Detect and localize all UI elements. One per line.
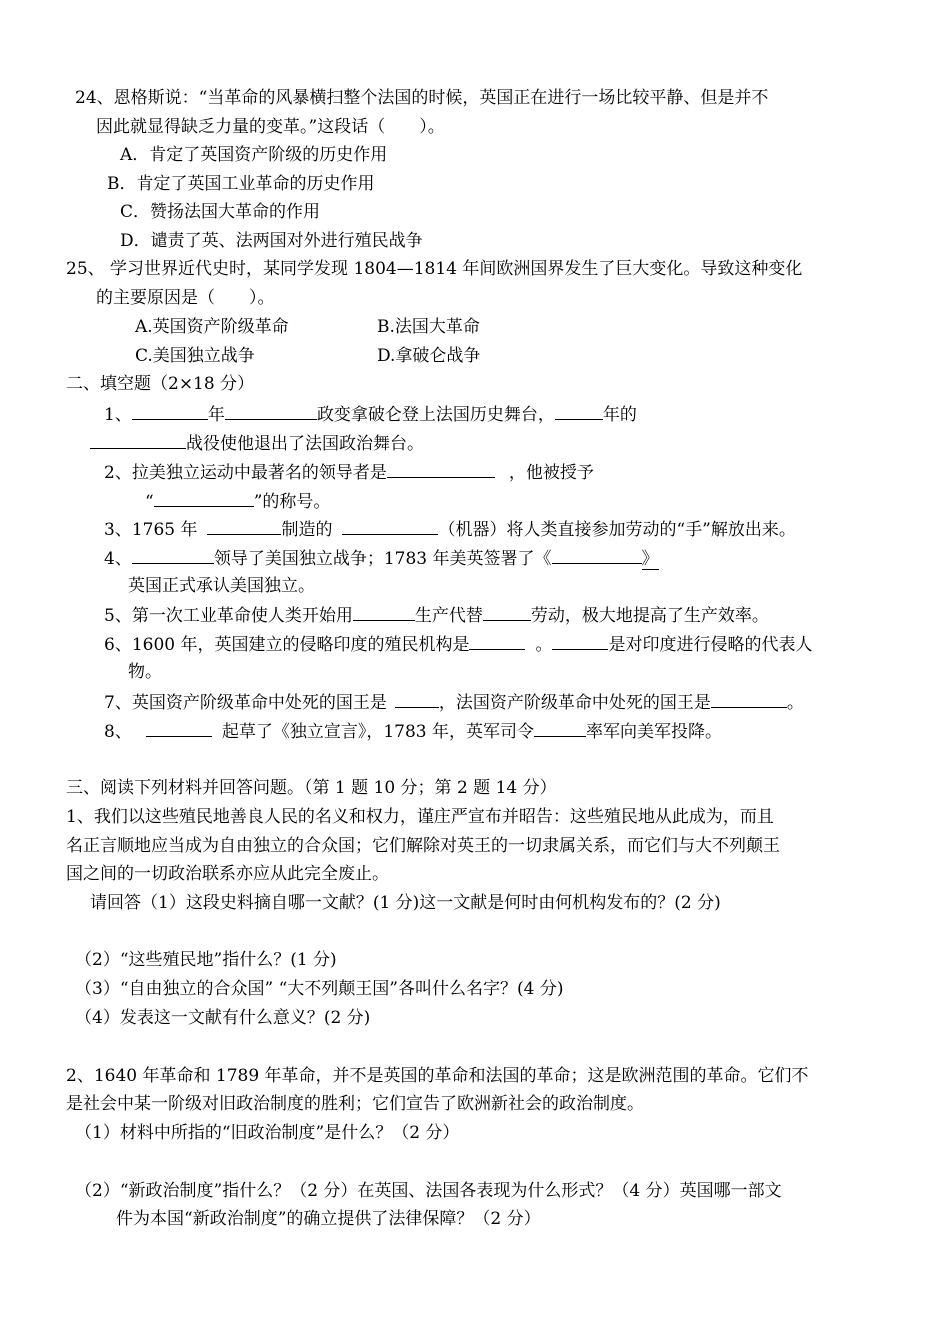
fill-3-text: 3、1765 年 — [104, 520, 198, 540]
material2-line2: 是社会中某一阶级对旧政治制度的胜利；它们宣告了欧洲新社会的政治制度。 — [66, 1094, 644, 1114]
blank — [395, 689, 439, 708]
fill-1-number: 1、 — [104, 405, 132, 425]
fill-6-text: 6、1600 年，英国建立的侵略印度的殖民机构是 — [104, 635, 470, 655]
fill-1-line2 — [90, 430, 424, 456]
material2-question2-line1: （2）“新政治制度”指什么？（2 分）在英国、法国各表现为什么形式？（4 分）英国哪一部文 — [75, 1181, 782, 1201]
blank — [207, 516, 281, 535]
blank — [555, 401, 603, 420]
fill-7 — [104, 689, 804, 715]
blank — [711, 689, 787, 708]
fill-6-text: 是对印度进行侵略的代表人 — [608, 635, 813, 655]
blank — [154, 488, 254, 507]
fill-8-number: 8、 — [104, 722, 132, 742]
fill-6-line2: 物。 — [128, 662, 162, 682]
blank — [90, 430, 186, 449]
blank — [469, 631, 525, 650]
q25-option-c: C.美国独立战争 — [135, 346, 255, 366]
fill-2-line1 — [104, 459, 594, 485]
q24-option-b: B．肯定了英国工业革命的历史作用 — [107, 174, 375, 194]
fill-1-text: 年 — [207, 405, 225, 425]
material1-line3: 国之间的一切政治联系亦应从此完全废止。 — [66, 864, 389, 884]
q24-stem-line1: 24、恩格斯说：“当革命的风暴横扫整个法国的时候，英国正在进行一场比较平静、但是并不 — [75, 88, 769, 108]
fill-1-line1 — [104, 401, 637, 427]
material2-question1: （1）材料中所指的“旧政治制度”是什么？（2 分） — [75, 1123, 460, 1143]
q24-option-d: D．谴责了英、法两国对外进行殖民战争 — [120, 231, 423, 251]
blank — [353, 602, 415, 621]
q25-option-d: D.拿破仑战争 — [377, 346, 481, 366]
section2-title: 二、填空题（2×18 分） — [66, 374, 255, 394]
blank — [534, 718, 586, 737]
fill-4-text: 领导了美国独立战争；1783 年美英签署了《 — [213, 549, 552, 569]
blank — [225, 401, 317, 420]
fill-1-text: 年的 — [602, 405, 637, 425]
fill-5-text: 劳动，极大地提高了生产效率。 — [530, 606, 769, 626]
fill-3-text: 制造的 — [281, 520, 333, 540]
fill-4-number: 4、 — [104, 549, 132, 569]
q25-option-a: A.英国资产阶级革命 — [135, 317, 289, 337]
fill-4-line2: 英国正式承认美国独立。 — [128, 576, 315, 596]
fill-2-text: “ — [145, 492, 154, 512]
fill-5 — [104, 602, 769, 628]
blank — [483, 602, 531, 621]
q24-stem-line2: 因此就显得缺乏力量的变革。”这段话（ ）。 — [96, 117, 445, 137]
fill-4-text: 》 — [641, 549, 659, 569]
fill-6-line1 — [104, 631, 812, 657]
material1-question2: （2）“这些殖民地”指什么？(1 分) — [75, 950, 337, 970]
material2-question2-line2: 件为本国“新政治制度”的确立提供了法律保障？（2 分） — [116, 1209, 541, 1229]
q25-stem-line2: 的主要原因是（ ）。 — [96, 288, 275, 308]
fill-7-text: 。 — [786, 693, 804, 713]
fill-1-text: 政变拿破仑登上法国历史舞台， — [316, 405, 555, 425]
fill-8-text: 率军向美军投降。 — [586, 722, 722, 742]
fill-2-line2 — [145, 488, 330, 514]
fill-2-text: ”的称号。 — [253, 492, 331, 512]
blank — [387, 459, 495, 478]
fill-7-text: 7、英国资产阶级革命中处死的国王是 — [104, 693, 387, 713]
q24-option-c: C．赞扬法国大革命的作用 — [120, 202, 321, 222]
material1-question3: （3）“自由独立的合众国” “大不列颠王国”各叫什么名字？(4 分) — [75, 979, 564, 999]
fill-8-text: 起草了《独立宣言》，1783 年，英军司令 — [221, 722, 534, 742]
fill-4-line1 — [104, 545, 659, 571]
q25-option-b: B.法国大革命 — [377, 317, 480, 337]
fill-5-text: 生产代替 — [414, 606, 483, 626]
material1-question4: （4）发表这一文献有什么意义？(2 分) — [75, 1008, 371, 1028]
fill-8 — [104, 718, 722, 744]
material1-line2: 名正言顺地应当成为自由独立的合众国；它们解除对英王的一切隶属关系，而它们与大不列颠王 — [66, 836, 780, 856]
q24-option-a: A．肯定了英国资产阶级的历史作用 — [120, 145, 388, 165]
fill-3 — [104, 516, 796, 542]
fill-2-text: 2、拉美独立运动中最著名的领导者是 — [104, 463, 387, 483]
fill-1-text: 战役使他退出了法国政治舞台。 — [186, 434, 424, 454]
fill-7-text: ，法国资产阶级革命中处死的国王是 — [438, 693, 711, 713]
blank — [342, 516, 438, 535]
fill-5-text: 5、第一次工业革命使人类开始用 — [104, 606, 353, 626]
q25-stem-line1: 25、 学习世界近代史时，某同学发现 1804—1814 年间欧洲国界发生了巨大变化。导致这种变化 — [66, 259, 803, 279]
fill-3-text: （机器）将人类直接参加劳动的“手”解放出来。 — [438, 520, 796, 540]
material1-question1: 请回答（1）这段史料摘自哪一文献？(1 分)这一文献是何时由何机构发布的？(2 分) — [90, 893, 721, 913]
section3-title: 三、阅读下列材料并回答问题。（第 1 题 10 分；第 2 题 14 分） — [66, 778, 557, 798]
material1-line1: 1、我们以这些殖民地善良人民的名义和权力，谨庄严宣布并昭告：这些殖民地从此成为，而且 — [66, 807, 774, 827]
material2-line1: 2、1640 年革命和 1789 年革命，并不是英国的革命和法国的革命；这是欧洲范围的革命。它们不 — [66, 1066, 809, 1086]
fill-6-text: 。 — [535, 635, 553, 655]
blank — [132, 401, 208, 420]
blank — [552, 631, 608, 650]
blank — [132, 545, 214, 564]
blank — [552, 545, 642, 564]
fill-2-text: ，他被授予 — [508, 463, 594, 483]
blank — [146, 718, 212, 737]
